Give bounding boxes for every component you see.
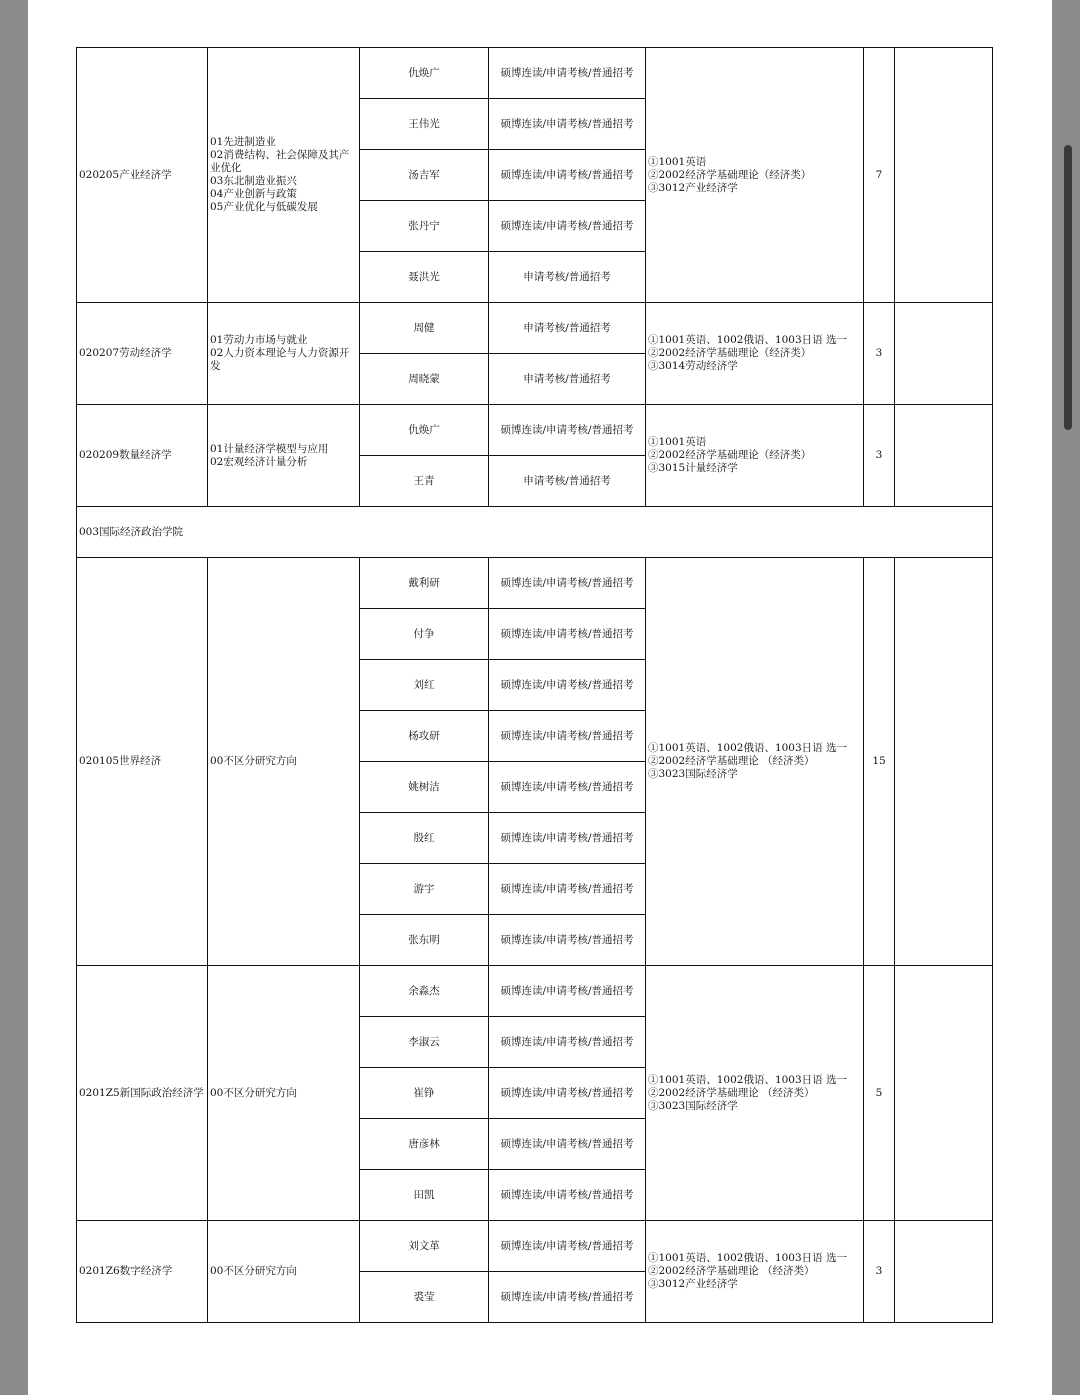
- research-directions: [208, 1221, 360, 1323]
- program-code: 020209数量经济学: [77, 405, 208, 507]
- supervisor-name: 殷红: [360, 813, 489, 864]
- admission-type: 硕博连读/申请考核/普通招考: [489, 99, 646, 150]
- research-directions: [208, 558, 360, 966]
- exam-subjects: [646, 405, 864, 507]
- supervisor-name: 游宇: [360, 864, 489, 915]
- admission-type: 申请考核/普通招考: [489, 456, 646, 507]
- section-row: [77, 507, 993, 558]
- exam-subject: ②2002经济学基础理论（经济类）: [648, 168, 812, 181]
- program-code: 020207劳动经济学: [77, 303, 208, 405]
- admissions-table: [76, 47, 993, 1323]
- research-directions: [208, 405, 360, 507]
- section-title: 003国际经济政治学院: [77, 507, 993, 558]
- exam-subject: ③3012产业经济学: [648, 1278, 738, 1290]
- admission-type: 硕博连读/申请考核/普通招考: [489, 813, 646, 864]
- table-row: [77, 405, 993, 456]
- supervisor-name: 崔铮: [360, 1068, 489, 1119]
- program-code: 020105世界经济: [77, 558, 208, 966]
- exam-subject: ②2002经济学基础理论（经济类）: [648, 347, 812, 359]
- scrollbar-thumb[interactable]: [1064, 145, 1072, 430]
- table-row: [77, 1221, 993, 1272]
- exam-subjects: [646, 303, 864, 405]
- admission-type: 硕博连读/申请考核/普通招考: [489, 609, 646, 660]
- exam-subject: ③3012产业经济学: [648, 181, 738, 194]
- supervisor-name: 仇焕广: [360, 405, 489, 456]
- program-code: 020205产业经济学: [77, 48, 208, 303]
- admission-type: 硕博连读/申请考核/普通招考: [489, 915, 646, 966]
- direction-item: 00不区分研究方向: [210, 755, 297, 767]
- remarks: [895, 48, 993, 303]
- admission-type: 申请考核/普通招考: [489, 252, 646, 303]
- admission-type: 硕博连读/申请考核/普通招考: [489, 660, 646, 711]
- quota: 7: [864, 48, 895, 303]
- quota: 3: [864, 405, 895, 507]
- exam-subject: ①1001英语、1002俄语、1003日语 选一: [648, 334, 848, 346]
- supervisor-name: 刘红: [360, 660, 489, 711]
- admission-type: 申请考核/普通招考: [489, 303, 646, 354]
- supervisor-name: 汤吉军: [360, 150, 489, 201]
- exam-subject: ③3023国际经济学: [648, 768, 738, 780]
- admission-type: 硕博连读/申请考核/普通招考: [489, 1068, 646, 1119]
- supervisor-name: 周晓蒙: [360, 354, 489, 405]
- supervisor-name: 唐彦林: [360, 1119, 489, 1170]
- exam-subject: ③3014劳动经济学: [648, 360, 738, 372]
- exam-subject: ①1001英语、1002俄语、1003日语 选一: [648, 1073, 848, 1086]
- direction-item: 01先进制造业: [210, 136, 276, 148]
- direction-item: 02消费结构、社会保障及其产业优化: [210, 149, 350, 174]
- exam-subject: ①1001英语、1002俄语、1003日语 选一: [648, 742, 848, 754]
- direction-item: 01计量经济学模型与应用: [210, 442, 329, 455]
- direction-item: 05产业优化与低碳发展: [210, 201, 318, 213]
- research-directions: [208, 303, 360, 405]
- admission-type: 硕博连读/申请考核/普通招考: [489, 405, 646, 456]
- remarks: [895, 966, 993, 1221]
- program-code: 0201Z5新国际政治经济学: [77, 966, 208, 1221]
- admission-type: 申请考核/普通招考: [489, 354, 646, 405]
- exam-subject: ③3023国际经济学: [648, 1099, 738, 1112]
- direction-item: 03东北制造业振兴: [210, 175, 297, 187]
- remarks: [895, 1221, 993, 1323]
- supervisor-name: 张丹宁: [360, 201, 489, 252]
- admission-type: 硕博连读/申请考核/普通招考: [489, 1017, 646, 1068]
- supervisor-name: 戴利研: [360, 558, 489, 609]
- direction-item: 04产业创新与政策: [210, 188, 297, 200]
- remarks: [895, 303, 993, 405]
- supervisor-name: 余淼杰: [360, 966, 489, 1017]
- exam-subjects: [646, 966, 864, 1221]
- admission-type: 硕博连读/申请考核/普通招考: [489, 150, 646, 201]
- exam-subject: ②2002经济学基础理论（经济类）: [648, 449, 812, 461]
- table-row: [77, 558, 993, 609]
- exam-subjects: [646, 1221, 864, 1323]
- supervisor-name: 聂洪光: [360, 252, 489, 303]
- supervisor-name: 刘文革: [360, 1221, 489, 1272]
- quota: 3: [864, 1221, 895, 1323]
- research-directions: [208, 966, 360, 1221]
- direction-item: 00不区分研究方向: [210, 1086, 297, 1099]
- quota: 5: [864, 966, 895, 1221]
- remarks: [895, 405, 993, 507]
- remarks: [895, 558, 993, 966]
- table-row: [77, 48, 993, 99]
- supervisor-name: 仇焕广: [360, 48, 489, 99]
- supervisor-name: 王伟光: [360, 99, 489, 150]
- admission-type: 硕博连读/申请考核/普通招考: [489, 864, 646, 915]
- admission-type: 硕博连读/申请考核/普通招考: [489, 1170, 646, 1221]
- table-row: [77, 303, 993, 354]
- admission-type: 硕博连读/申请考核/普通招考: [489, 1221, 646, 1272]
- admission-type: 硕博连读/申请考核/普通招考: [489, 48, 646, 99]
- exam-subjects: [646, 48, 864, 303]
- direction-item: 02宏观经济计量分析: [210, 455, 308, 468]
- admission-type: 硕博连读/申请考核/普通招考: [489, 1119, 646, 1170]
- direction-item: 01劳动力市场与就业: [210, 334, 308, 346]
- exam-subjects: [646, 558, 864, 966]
- admission-type: 硕博连读/申请考核/普通招考: [489, 201, 646, 252]
- admission-type: 硕博连读/申请考核/普通招考: [489, 558, 646, 609]
- exam-subject: ①1001英语、1002俄语、1003日语 选一: [648, 1252, 848, 1264]
- table-row: [77, 966, 993, 1017]
- direction-item: 02人力资本理论与人力资源开发: [210, 347, 350, 372]
- exam-subject: ①1001英语: [648, 436, 707, 448]
- supervisor-name: 姚树洁: [360, 762, 489, 813]
- exam-subject: ③3015计量经济学: [648, 462, 738, 474]
- direction-item: 00不区分研究方向: [210, 1265, 297, 1277]
- exam-subject: ②2002经济学基础理论 （经济类）: [648, 755, 815, 767]
- supervisor-name: 张东明: [360, 915, 489, 966]
- supervisor-name: 周健: [360, 303, 489, 354]
- supervisor-name: 付争: [360, 609, 489, 660]
- admission-type: 硕博连读/申请考核/普通招考: [489, 762, 646, 813]
- quota: 3: [864, 303, 895, 405]
- supervisor-name: 裘莹: [360, 1272, 489, 1323]
- supervisor-name: 李淑云: [360, 1017, 489, 1068]
- admission-type: 硕博连读/申请考核/普通招考: [489, 711, 646, 762]
- research-directions: [208, 48, 360, 303]
- exam-subject: ②2002经济学基础理论 （经济类）: [648, 1086, 815, 1099]
- admission-type: 硕博连读/申请考核/普通招考: [489, 1272, 646, 1323]
- supervisor-name: 杨攻研: [360, 711, 489, 762]
- supervisor-name: 王青: [360, 456, 489, 507]
- admission-type: 硕博连读/申请考核/普通招考: [489, 966, 646, 1017]
- program-code: 0201Z6数字经济学: [77, 1221, 208, 1323]
- exam-subject: ②2002经济学基础理论 （经济类）: [648, 1265, 815, 1277]
- exam-subject: ①1001英语: [648, 155, 707, 168]
- quota: 15: [864, 558, 895, 966]
- supervisor-name: 田凯: [360, 1170, 489, 1221]
